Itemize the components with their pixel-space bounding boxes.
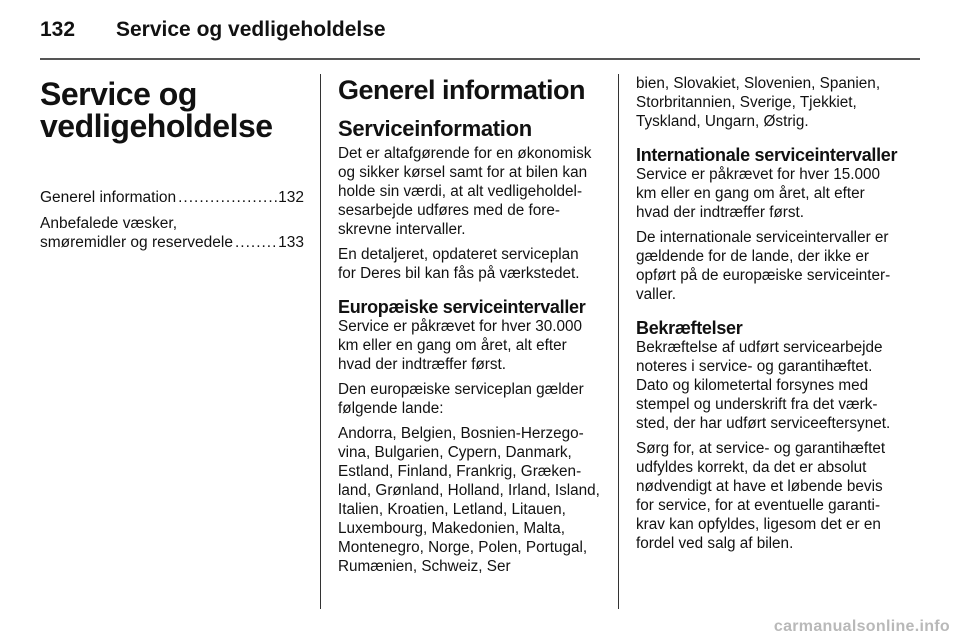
paragraph: bien, Slovakiet, Slovenien, Spanien, Storbritannien, Sverige, Tjekkiet, Tyskland, Ungarn, Østrig. [636,75,881,130]
column-divider [320,74,321,609]
toc-entry-title-cont: smøremidler og reservedele [40,234,233,251]
toc-entry[interactable] [40,188,304,207]
toc-leader-dots [176,188,278,207]
toc-leader-dots [233,233,278,252]
chapter-title-line2: vedligeholdelse [40,108,273,144]
toc-entry-title: Anbefalede væsker, [40,215,178,232]
header-rule [40,58,920,60]
subsection-title: Bekræftelser [636,318,743,338]
table-of-contents [40,188,304,252]
subsection-title: Serviceinformation [338,116,532,141]
paragraph: Andorra, Belgien, Bosnien-Herzegovina, Bulgarien, Cypern, Danmark, Estland, Finland, Frankrig, Grækenland, Grønland, Holland, Irland, Island, Italien, Kroatien, Letland, Litauen, Luxembourg, Makedonien, Malta, Montenegro, Norge, Polen, Portugal, Rumænien, Schweiz, Ser [338,425,600,575]
paragraph: Bekræftelse af udført servicearbejde noteres i service- og garantihæftet. Dato og kilometertal forsynes med stempel og underskrift fra det værksted, der har udført serviceeftersynet. [636,339,891,432]
toc-entry-title: Generel information [40,189,177,206]
toc-entry-page: 132 [278,189,304,206]
toc-entry[interactable] [40,214,304,252]
paragraph: Service er påkrævet for hver 30.000 km eller en gang om året, alt efter hvad der indtræffer først. [338,318,583,373]
text-column-middle [338,74,600,582]
paragraph: Den europæiske serviceplan gælder følgende lande: [338,381,584,417]
paragraph: De internationale serviceintervaller er gældende for de lande, der ikke er opført på de europæiske serviceintervaller. [636,229,891,303]
chapter-title-line1: Service og [40,76,197,112]
text-column-right [636,74,902,559]
page-number: 132 [40,18,76,41]
section-title: Generel information [338,75,586,105]
paragraph: Det er altafgørende for en økonomisk og sikker kørsel samt for at bilen kan holde sin værdi, at alt vedligeholdelsesarbejde udføres med de foreskrevne intervaller. [338,145,592,238]
page-header [40,14,920,48]
column-divider [618,74,619,609]
chapter-column [40,74,304,259]
paragraph: Service er påkrævet for hver 15.000 km eller en gang om året, alt efter hvad der indtræffer først. [636,166,881,221]
paragraph: En detaljeret, opdateret serviceplan for Deres bil kan fås på værkstedet. [338,246,580,282]
chapter-title [40,78,304,142]
toc-entry-page: 133 [278,234,304,251]
subsection-title: Europæiske serviceintervaller [338,297,586,317]
watermark: carmanualsonline.info [773,618,950,635]
paragraph: Sørg for, at service- og garantihæftet udfyldes korrekt, da det er absolut nødvendigt at have et løbende bevis for service, for at eventuelle garantikrav kan opfyldes, ligesom det er en fordel ved salg af bilen. [636,440,886,552]
running-title: Service og vedligeholdelse [116,18,386,41]
subsection-title: Internationale serviceintervaller [636,145,898,165]
